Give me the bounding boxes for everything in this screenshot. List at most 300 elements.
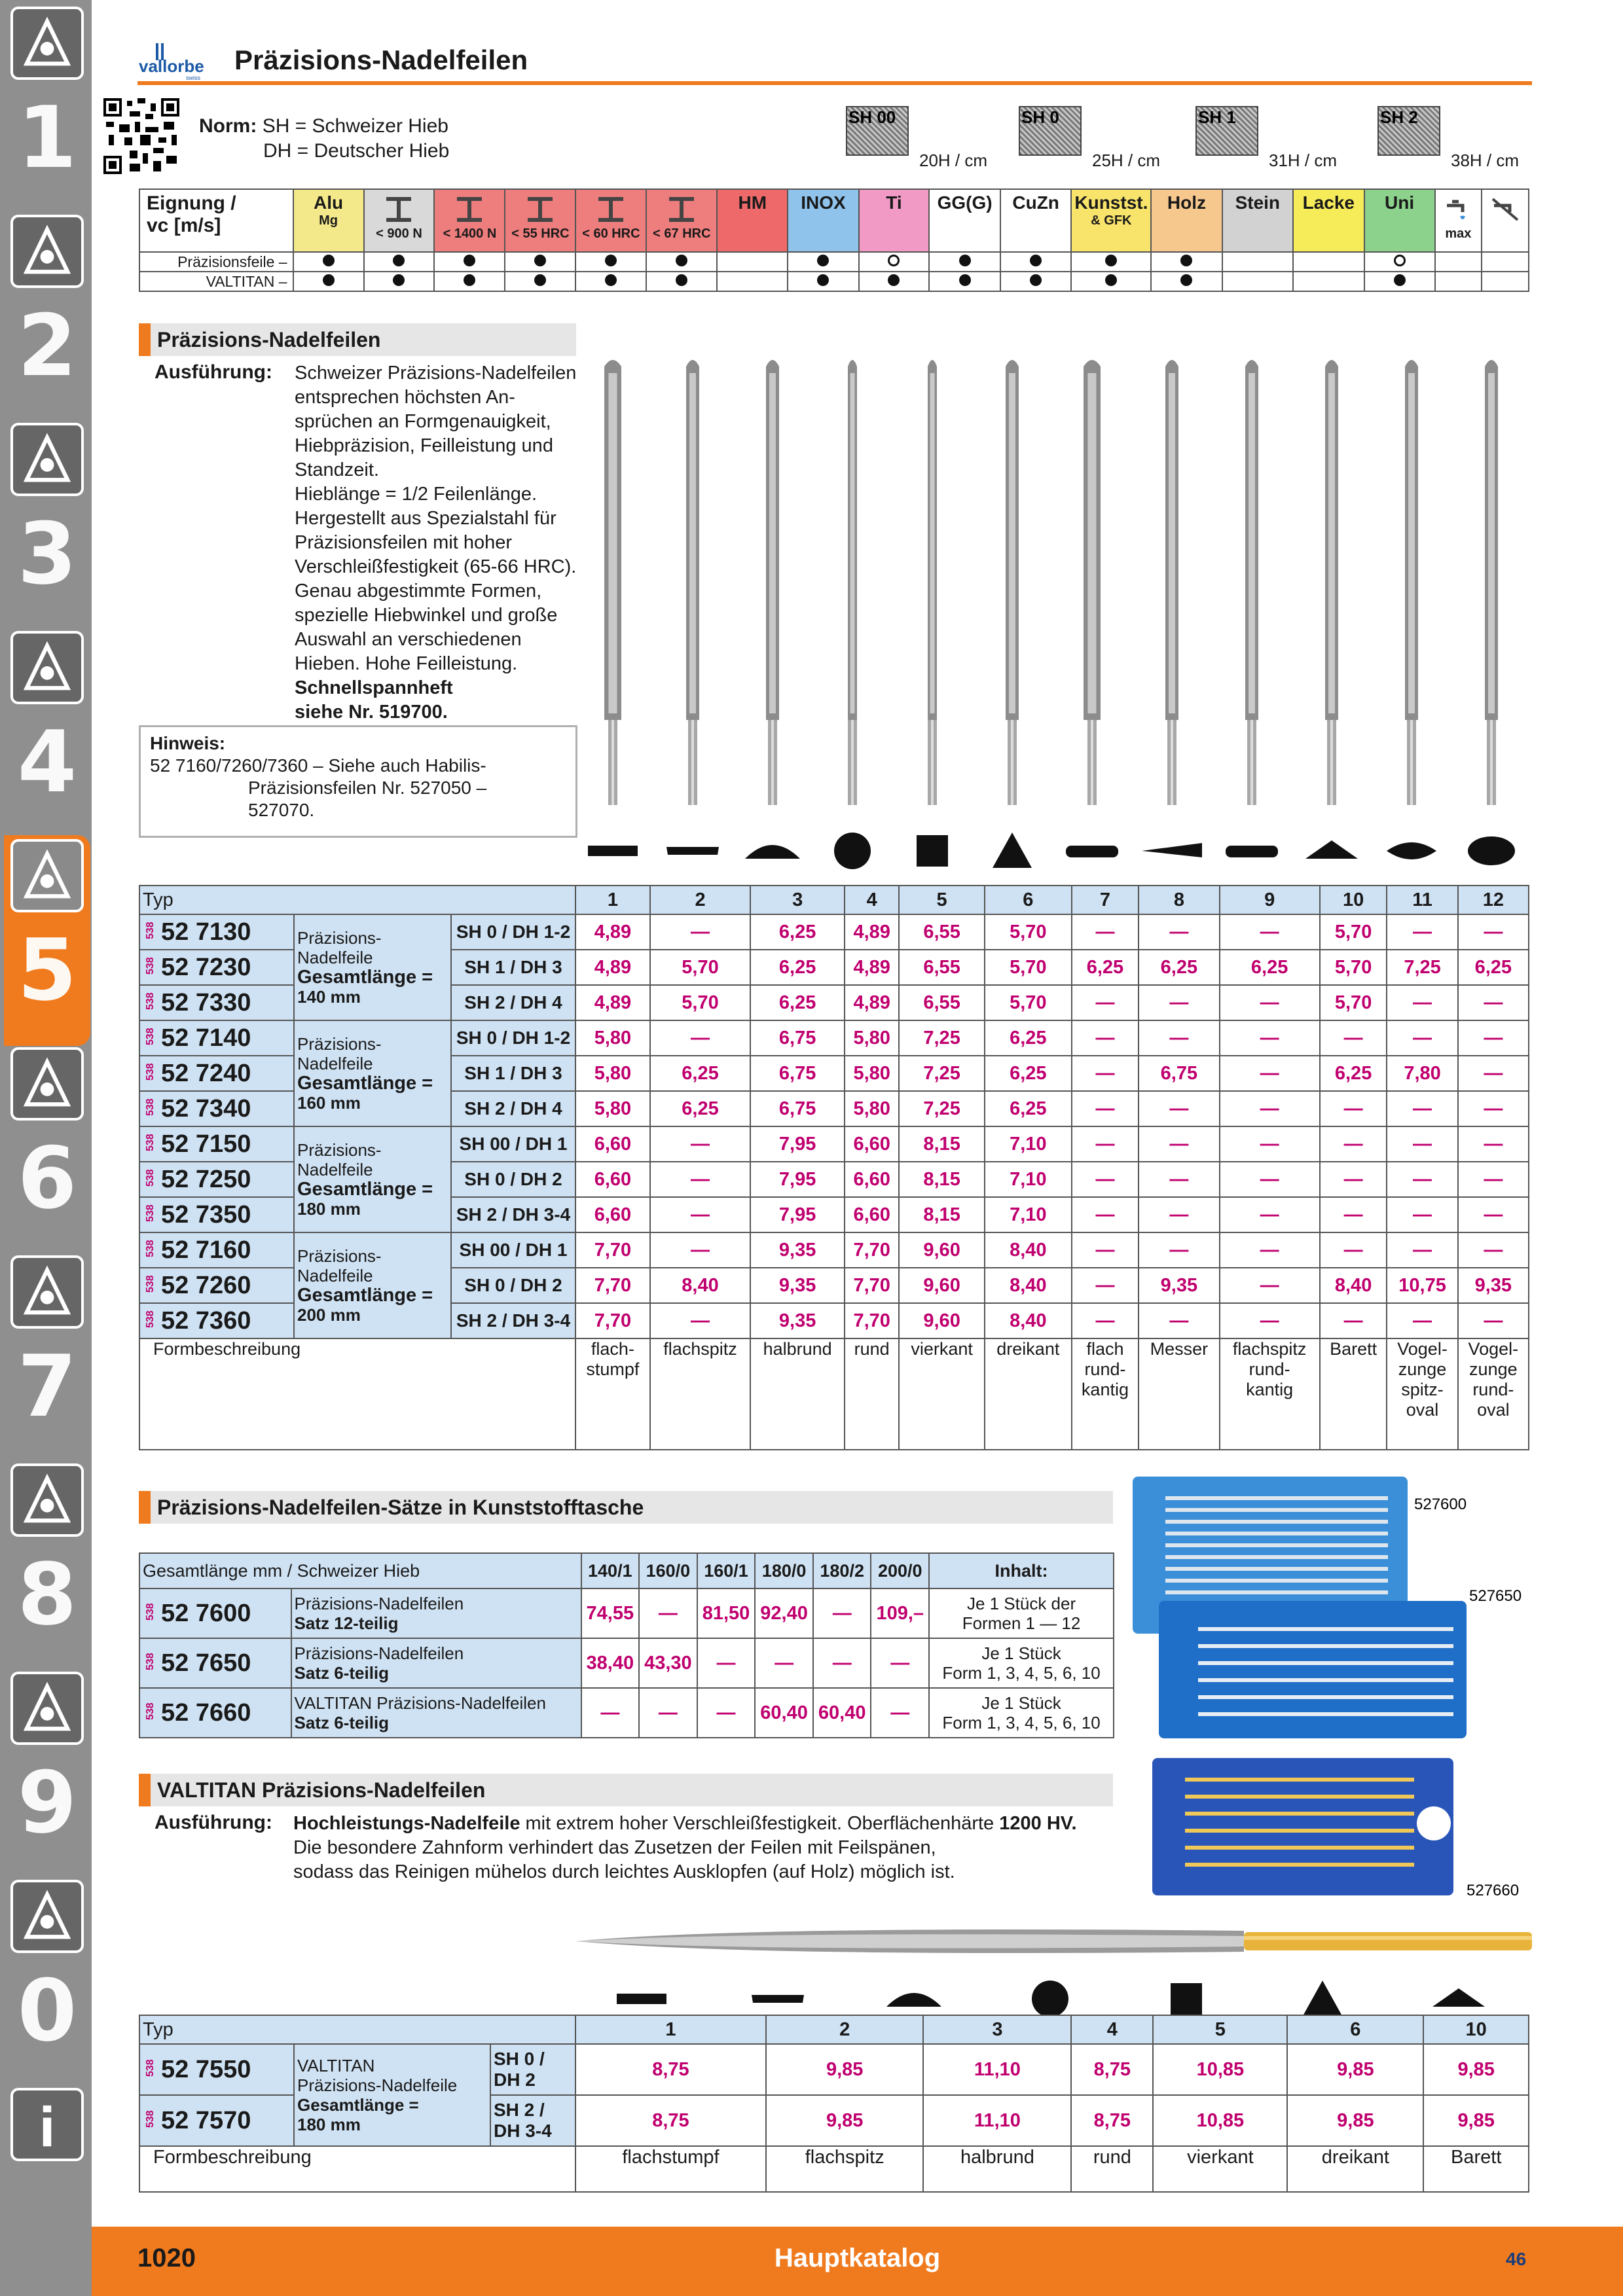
sidebar-category-5[interactable] xyxy=(4,835,90,1046)
suitability-title xyxy=(139,189,293,252)
price-cell: 9,85 xyxy=(766,2044,924,2095)
sidebar-number-4: 4 xyxy=(17,712,77,812)
price-cell: 5,80 xyxy=(575,1091,650,1126)
price-cell: 8,15 xyxy=(899,1162,985,1197)
cut-swatch-3 xyxy=(1377,106,1520,170)
desc-line: VALTITAN xyxy=(297,2056,375,2075)
price-cell: — xyxy=(1072,1126,1139,1162)
price-cell: 60,40 xyxy=(813,1688,871,1738)
desc-line: Präzisions- xyxy=(297,1246,382,1266)
article-code: 52 7330 xyxy=(161,988,251,1016)
price-cell: 7,70 xyxy=(845,1232,899,1268)
profile-11-icon xyxy=(1387,842,1436,859)
article-number xyxy=(139,950,294,985)
price-cell: — xyxy=(650,1020,750,1056)
price-cell: — xyxy=(1072,914,1139,950)
chuck-icon xyxy=(10,423,84,496)
price-cell: — xyxy=(1220,1197,1320,1232)
price-cell: 9,85 xyxy=(1423,2095,1529,2146)
price-cell: — xyxy=(1458,985,1529,1020)
cut-swatch-1 xyxy=(1019,106,1161,170)
price-cell: 11,10 xyxy=(923,2044,1071,2095)
cut-grade: SH 00 / DH 1 xyxy=(451,1126,575,1162)
form-number: 3 xyxy=(750,886,845,914)
material-col-0 xyxy=(293,189,364,252)
form-number: 5 xyxy=(899,886,985,914)
price-cell: — xyxy=(1139,1020,1219,1056)
article-code: 52 7340 xyxy=(161,1094,251,1122)
material-col-2 xyxy=(434,189,505,252)
cutting-disc-icon xyxy=(10,839,84,912)
material-label: GG(G) xyxy=(937,192,993,213)
desc-length: 200 mm xyxy=(297,1305,361,1325)
price-cell: — xyxy=(581,1688,640,1738)
price-cell: 9,85 xyxy=(1423,2044,1529,2095)
cut-grade: SH 0 / DH 1-2 xyxy=(451,1020,575,1056)
profile-10-icon xyxy=(1305,840,1358,859)
article-prefix: 538 xyxy=(145,1653,156,1671)
form-description: halbrund xyxy=(923,2146,1071,2192)
price-cell: — xyxy=(813,1638,871,1688)
suitable-dot xyxy=(1394,274,1406,286)
price-cell: — xyxy=(813,1588,871,1638)
suitability-cell xyxy=(1000,252,1071,272)
sets-col: 180/2 xyxy=(813,1553,871,1588)
qr-code xyxy=(103,98,179,174)
sidebar-category-4[interactable] xyxy=(4,627,90,838)
material-label: HM xyxy=(738,192,767,213)
material-sub: < 900 N xyxy=(376,226,422,241)
set-row xyxy=(139,1588,1114,1638)
price-cell: 5,70 xyxy=(985,985,1072,1020)
price-cell: — xyxy=(1220,1020,1320,1056)
cut-grade-sh: SH 2 / xyxy=(494,2100,545,2120)
ausfuehrung-label: Ausführung: xyxy=(155,361,272,383)
footer-catalog: Hauptkatalog xyxy=(774,2244,941,2272)
form-description: flachstumpf xyxy=(575,2146,766,2192)
material-sub: & GFK xyxy=(1091,213,1132,228)
cut-density: 20H / cm xyxy=(919,151,988,170)
form-description-line: rund- xyxy=(1472,1380,1514,1399)
ausfuehrung-line: spezielle Hiebwinkel und große xyxy=(295,605,558,626)
article-prefix: 538 xyxy=(145,1702,156,1721)
form-description xyxy=(845,1338,899,1450)
sidebar-category-9[interactable] xyxy=(4,1668,90,1878)
suitability-cell xyxy=(1071,272,1151,291)
sidebar-number-2: 2 xyxy=(17,296,77,395)
needle-file-11 xyxy=(1405,360,1418,805)
suitability-title-1: Eignung / xyxy=(147,192,236,214)
price-cell: — xyxy=(1139,1303,1219,1338)
valtitan-form-row xyxy=(139,2146,1529,2192)
sidebar-category-7[interactable] xyxy=(4,1251,90,1462)
suitability-cell xyxy=(1364,252,1435,272)
caliper-icon xyxy=(10,631,84,704)
price-cell: 6,75 xyxy=(750,1056,845,1091)
price-cell: 5,80 xyxy=(845,1056,899,1091)
desc-length-label: Gesamtlänge = xyxy=(297,1073,433,1094)
ausfuehrung-line: sprüchen an Formgenauigkeit, xyxy=(295,411,551,432)
cut-grade: SH 0 / DH 2 xyxy=(451,1162,575,1197)
profile-7-icon xyxy=(1066,846,1118,857)
cut-grade: SH 2 / DH 3-4 xyxy=(451,1303,575,1338)
pliers-icon xyxy=(10,1255,84,1329)
form-description xyxy=(650,1338,750,1450)
needle-file-8 xyxy=(1165,360,1178,805)
suitable-dot xyxy=(1105,255,1117,266)
article-number xyxy=(139,1020,294,1056)
safety-goggles-icon xyxy=(10,1880,84,1953)
price-cell: 7,25 xyxy=(899,1091,985,1126)
desc-length-label: Gesamtlänge = xyxy=(297,1179,433,1200)
price-cell: 11,10 xyxy=(923,2095,1071,2146)
sidebar-category-1[interactable] xyxy=(4,3,90,213)
sidebar-category-2[interactable] xyxy=(4,211,90,422)
set-desc-line: Satz 6-teilig xyxy=(294,1663,390,1683)
price-cell: — xyxy=(1387,1020,1457,1056)
profile-12-icon xyxy=(1468,836,1515,865)
ausfuehrung-text xyxy=(295,361,583,725)
ausfuehrung-line: Auswahl an verschiedenen xyxy=(295,629,522,650)
price-cell: 9,60 xyxy=(899,1268,985,1303)
article-code: 52 7130 xyxy=(161,918,251,946)
cut-grade xyxy=(490,2044,575,2095)
price-cell: 5,80 xyxy=(575,1056,650,1091)
valtitan-header-row xyxy=(139,2015,1529,2044)
price-cell: — xyxy=(1220,1303,1320,1338)
section-title-saetze: Präzisions-Nadelfeilen-Sätze in Kunststofftasche xyxy=(139,1491,1113,1524)
suitability-cell xyxy=(364,252,435,272)
material-col-8 xyxy=(859,189,930,252)
price-cell: 10,85 xyxy=(1153,2044,1287,2095)
price-cell: — xyxy=(1320,1232,1387,1268)
article-code: 52 7240 xyxy=(161,1059,251,1087)
article-number xyxy=(139,1688,291,1738)
price-cell: — xyxy=(1320,1162,1387,1197)
form-description-line: stumpf xyxy=(586,1359,640,1379)
price-cell: 6,55 xyxy=(899,914,985,950)
form-number: 7 xyxy=(1072,886,1139,914)
article-prefix: 538 xyxy=(145,1310,156,1329)
valtitan-profile-7-icon xyxy=(1432,1988,1485,2007)
price-cell: 6,75 xyxy=(1139,1056,1219,1091)
set-desc-line: Satz 6-teilig xyxy=(294,1713,390,1732)
price-cell: 6,60 xyxy=(575,1126,650,1162)
form-number: 5 xyxy=(1153,2015,1287,2044)
article-number xyxy=(139,2095,294,2146)
article-prefix: 538 xyxy=(145,2110,156,2128)
set-label-527600: 527600 xyxy=(1414,1496,1467,1513)
suitability-cell xyxy=(1222,252,1293,272)
suitable-dot xyxy=(1180,255,1192,266)
coolant-tap-icon xyxy=(1443,196,1473,223)
price-cell: — xyxy=(1458,914,1529,950)
form-number: 9 xyxy=(1220,886,1320,914)
form-description-line: oval xyxy=(1406,1400,1439,1420)
price-cell: — xyxy=(1072,1303,1139,1338)
price-cell: 8,15 xyxy=(899,1126,985,1162)
set-527660 xyxy=(1152,1758,1453,1895)
typ-label: Typ xyxy=(139,2015,575,2044)
material-col-15 xyxy=(1364,189,1435,252)
form-description xyxy=(1458,1338,1529,1450)
sidebar-category-8[interactable] xyxy=(4,1460,90,1670)
set-desc-line: Satz 12-teilig xyxy=(294,1613,399,1633)
steel-beam-icon xyxy=(525,196,555,223)
price-cell: — xyxy=(1072,1197,1139,1232)
form-description-row xyxy=(139,1338,1529,1450)
set-desc-line: Präzisions-Nadelfeilen xyxy=(294,1594,464,1613)
price-cell: 60,40 xyxy=(755,1688,813,1738)
article-number xyxy=(139,1091,294,1126)
desc-line: Nadelfeile xyxy=(297,1266,373,1285)
form-description: vierkant xyxy=(1153,2146,1287,2192)
material-sub: max xyxy=(1445,226,1472,241)
price-cell: — xyxy=(755,1638,813,1688)
sidebar-category-i[interactable] xyxy=(4,2084,90,2295)
price-cell: 6,55 xyxy=(899,950,985,985)
sets-col: 180/0 xyxy=(755,1553,813,1588)
sidebar-category-6[interactable] xyxy=(4,1043,90,1254)
price-cell: — xyxy=(871,1638,929,1688)
price-cell: 5,70 xyxy=(1320,950,1387,985)
footer-page-number: 1020 xyxy=(137,2244,196,2272)
needle-file-2 xyxy=(686,360,699,805)
price-cell: 38,40 xyxy=(581,1638,640,1688)
profile-4-icon xyxy=(834,833,871,869)
desc-length: 160 mm xyxy=(297,1093,361,1113)
price-cell: — xyxy=(1387,1232,1457,1268)
material-label: Alu xyxy=(313,192,344,213)
ausfuehrung-line: Hieblänge = 1/2 Feilenlänge. xyxy=(295,484,538,505)
product-description xyxy=(294,914,451,1020)
cut-grade-sh: SH 0 / xyxy=(494,2049,545,2069)
suitability-cell xyxy=(434,252,505,272)
set-description xyxy=(291,1588,581,1638)
price-cell: 8,40 xyxy=(1320,1268,1387,1303)
price-cell: — xyxy=(1072,1056,1139,1091)
hint-line: Präzisionsfeilen Nr. 527050 – xyxy=(248,778,487,798)
price-cell: — xyxy=(1139,1197,1219,1232)
sets-header-row xyxy=(139,1553,1114,1588)
material-sub: Mg xyxy=(319,213,338,228)
article-number xyxy=(139,1162,294,1197)
cut-density: 25H / cm xyxy=(1092,151,1161,170)
material-col-9 xyxy=(929,189,1000,252)
schnellspannheft: Schnellspannheft xyxy=(295,677,453,698)
ausfuehrung-line: Hieben. Hohe Feilleistung. xyxy=(295,653,518,674)
cut-grade: SH 1 / DH 3 xyxy=(451,950,575,985)
price-cell: — xyxy=(1220,914,1320,950)
price-cell: 6,25 xyxy=(1072,950,1139,985)
price-cell: — xyxy=(650,1232,750,1268)
price-cell: 9,60 xyxy=(899,1303,985,1338)
sidebar-category-0[interactable] xyxy=(4,1876,90,2087)
ausfuehrung-line: Hergestellt aus Spezialstahl für xyxy=(295,508,556,529)
form-number: 11 xyxy=(1387,886,1457,914)
price-cell: 8,40 xyxy=(650,1268,750,1303)
suitable-dot xyxy=(605,255,617,266)
set-contents xyxy=(929,1588,1114,1638)
sidebar-category-3[interactable] xyxy=(4,419,90,630)
suitability-row-label: VALTITAN – xyxy=(139,272,293,291)
suitability-cell xyxy=(505,272,575,291)
sidebar-number-3: 3 xyxy=(17,504,77,603)
form-description xyxy=(575,1338,650,1450)
article-code: 52 7550 xyxy=(161,2055,251,2083)
suitability-cell xyxy=(434,272,505,291)
suitability-cell xyxy=(929,272,1000,291)
form-description: flachspitz xyxy=(766,2146,924,2192)
price-cell: 10,75 xyxy=(1387,1268,1457,1303)
price-cell: 7,10 xyxy=(985,1162,1072,1197)
ausfuehrung-line: Hiebpräzision, Feilleistung und xyxy=(295,435,553,456)
price-cell: 74,55 xyxy=(581,1588,640,1638)
cut-grade: SH 2 / DH 4 xyxy=(451,1091,575,1126)
material-label: INOX xyxy=(801,192,846,213)
set-label-527660: 527660 xyxy=(1467,1882,1520,1899)
price-cell: — xyxy=(1220,1056,1320,1091)
price-cell: 5,80 xyxy=(845,1091,899,1126)
main-header-row xyxy=(139,886,1529,914)
price-cell: 43,30 xyxy=(639,1638,697,1688)
article-prefix: 538 xyxy=(145,2059,156,2077)
sets-col: 160/1 xyxy=(697,1553,756,1588)
sidebar-number-1: 1 xyxy=(17,88,77,187)
form-description-line: halbrund xyxy=(763,1339,832,1359)
valtitan-row xyxy=(139,2044,1529,2095)
material-label: Lacke xyxy=(1302,192,1355,213)
material-col-16 xyxy=(1435,189,1482,252)
valtitan-bold-a: Hochleistungs-Nadelfeile xyxy=(293,1813,520,1834)
steel-beam-icon xyxy=(454,196,484,223)
needle-file-5 xyxy=(928,360,937,805)
suitable-dot xyxy=(888,274,900,286)
price-cell: 6,25 xyxy=(1139,950,1219,985)
price-cell: 9,35 xyxy=(1139,1268,1219,1303)
form-description-line: Barett xyxy=(1330,1339,1377,1359)
price-cell: — xyxy=(1458,1091,1529,1126)
suitability-cell xyxy=(1222,272,1293,291)
suitable-dot xyxy=(464,255,475,266)
price-cell: 7,70 xyxy=(575,1232,650,1268)
valtitan-profile-1-icon xyxy=(617,1994,666,2004)
profile-2-icon xyxy=(666,847,719,855)
form-number: 2 xyxy=(650,886,750,914)
desc-line: Präzisions- xyxy=(297,1034,382,1054)
set-label-527650: 527650 xyxy=(1469,1587,1522,1605)
wrench-screwdriver-icon xyxy=(10,1047,84,1121)
article-code: 52 7570 xyxy=(161,2106,251,2134)
price-cell: — xyxy=(871,1688,929,1738)
price-cell: 7,10 xyxy=(985,1126,1072,1162)
price-cell: — xyxy=(1220,1232,1320,1268)
price-cell: — xyxy=(650,1303,750,1338)
suitable-dot xyxy=(1030,255,1042,266)
suitability-cell xyxy=(788,252,858,272)
form-description-line: zunge xyxy=(1469,1359,1518,1379)
suitability-cell xyxy=(364,272,435,291)
price-cell: — xyxy=(1387,985,1457,1020)
article-code: 52 7650 xyxy=(161,1649,251,1677)
price-cell: — xyxy=(1139,1162,1219,1197)
article-number xyxy=(139,1268,294,1303)
insert-tool-icon xyxy=(10,215,84,288)
set-description xyxy=(291,1688,581,1738)
material-col-14 xyxy=(1293,189,1364,252)
price-cell: 5,70 xyxy=(1320,914,1387,950)
form-number: 10 xyxy=(1423,2015,1529,2044)
form-description-line: flach xyxy=(1086,1339,1124,1359)
form-description xyxy=(1139,1338,1219,1450)
suitable-dot xyxy=(676,255,687,266)
price-table-nadelfeilen xyxy=(139,885,1529,1450)
price-cell: — xyxy=(1220,1126,1320,1162)
valtitan-profile-2-icon xyxy=(752,1995,804,2003)
price-cell: 6,60 xyxy=(845,1126,899,1162)
set-contents-line: Form 1, 3, 4, 5, 6, 10 xyxy=(942,1713,1101,1732)
form-description-line: kantig xyxy=(1246,1380,1294,1399)
suitability-cell xyxy=(1151,272,1222,291)
footer-section-number: 46 xyxy=(1506,2249,1527,2269)
article-number xyxy=(139,1588,291,1638)
price-cell: 9,35 xyxy=(750,1268,845,1303)
form-description-line: spitz- xyxy=(1401,1380,1444,1399)
cut-grade-dh: DH 2 xyxy=(494,2070,536,2090)
desc-line: Präzisions- xyxy=(297,1140,382,1160)
desc-length-label: Gesamtlänge = xyxy=(297,967,433,988)
article-code: 52 7260 xyxy=(161,1271,251,1299)
inhalt-label: Inhalt: xyxy=(929,1553,1114,1588)
material-col-17 xyxy=(1482,189,1529,252)
suitability-cell xyxy=(293,252,364,272)
form-description-line: rund- xyxy=(1249,1359,1290,1379)
set-desc-line: Präzisions-Nadelfeilen xyxy=(294,1643,464,1663)
price-cell: 5,70 xyxy=(1320,985,1387,1020)
price-cell: — xyxy=(1458,1197,1529,1232)
price-cell: — xyxy=(639,1588,697,1638)
sidebar-number-7: 7 xyxy=(17,1336,77,1436)
hint-text xyxy=(150,755,566,821)
profile-1-icon xyxy=(588,846,638,856)
material-label: Stein xyxy=(1235,192,1281,213)
table-row xyxy=(139,1020,1529,1056)
price-cell: 4,89 xyxy=(845,950,899,985)
valtitan-ausfuehrung-label: Ausführung: xyxy=(155,1812,272,1833)
form-description: dreikant xyxy=(1287,2146,1423,2192)
article-prefix: 538 xyxy=(145,1169,156,1187)
article-number xyxy=(139,1638,291,1688)
set-contents-line: Form 1, 3, 4, 5, 6, 10 xyxy=(942,1663,1101,1683)
needle-file-7 xyxy=(1084,360,1101,805)
needle-file-3 xyxy=(766,360,779,805)
valtitan-line2: Die besondere Zahnform verhindert das Zusetzen der Feilen mit Feilspänen, xyxy=(293,1837,936,1858)
set-desc-line: VALTITAN Präzisions-Nadelfeilen xyxy=(294,1693,546,1713)
price-cell: 9,35 xyxy=(750,1303,845,1338)
suitable-dot xyxy=(676,274,687,286)
needle-file-1 xyxy=(604,360,621,805)
hint-title: Hinweis: xyxy=(150,733,226,753)
form-number: 12 xyxy=(1458,886,1529,914)
suitability-cell xyxy=(646,272,717,291)
price-cell: 8,15 xyxy=(899,1197,985,1232)
form-description-line: vierkant xyxy=(911,1339,973,1359)
ausfuehrung-line: Schweizer Präzisions-Nadelfeilen xyxy=(295,363,577,384)
form-description-label: Formbeschreibung xyxy=(139,2146,575,2192)
form-number: 1 xyxy=(575,886,650,914)
article-code: 52 7230 xyxy=(161,953,251,981)
price-cell: — xyxy=(1220,1268,1320,1303)
